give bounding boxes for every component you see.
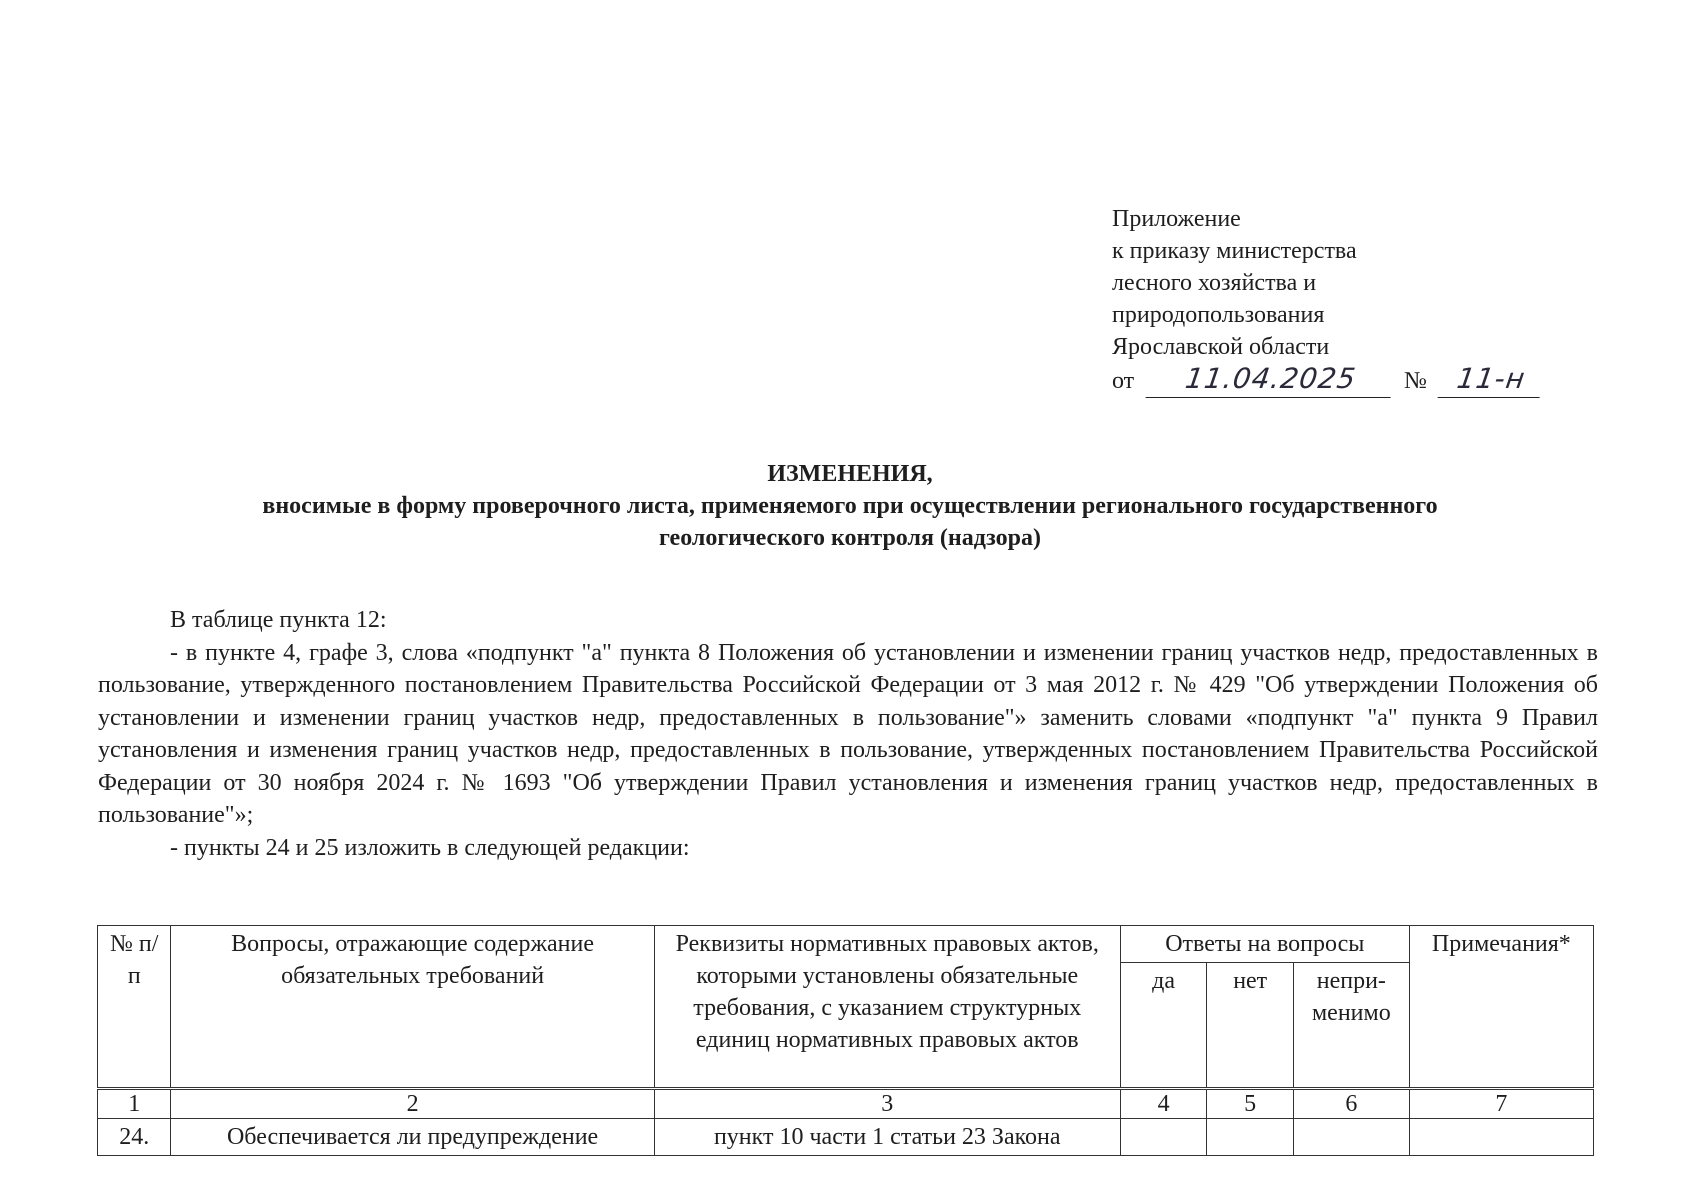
header-requisites [654, 926, 1120, 1089]
column-number-row [98, 1089, 1594, 1119]
column-number: 5 [1207, 1089, 1294, 1119]
header-yes: да [1120, 963, 1207, 1089]
column-number: 3 [654, 1089, 1120, 1119]
order-date-number-row [1112, 363, 1542, 403]
attachment-line: Ярославской области [1112, 334, 1330, 360]
attachment-line: к приказу министерства [1112, 238, 1357, 264]
intro-paragraph: В таблице пункта 12: [170, 607, 387, 633]
header-num-label: № п/п [110, 931, 159, 989]
table-row [98, 1119, 1594, 1156]
requirements-table [97, 925, 1594, 1156]
header-answers-group [1120, 926, 1409, 963]
attachment-line: Приложение [1112, 206, 1241, 232]
attachment-line: природопользования [1112, 302, 1325, 328]
attachment-block [1112, 203, 1542, 403]
column-number: 1 [98, 1089, 171, 1119]
amendment-paragraph: - в пункте 4, графе 3, слова «подпункт "а" пункта 8 Положения об установлении и изменении границ участков недр, предоставленных в пользование, утвержденного постановлением Правительства Российской Федерации от 3 мая 2012 г. № 429 "Об утверждении Положения об установлении и изменении границ участков недр, предоставленных в пользование"» заменить словами «подпункт "а" пункта 9 Правил установления и изменения границ участков недр, предоставленных в пользование, утвержденных постановлением Правительства Российской Федерации от 30 ноября 2024 г. № 1693 "Об утверждении Правил установления и изменения границ участков недр, предоставленных в пользование"»; [98, 639, 1598, 828]
title-subtitle-line: вносимые в форму проверочного листа, применяемого при осуществлении регионального государственного [262, 493, 1438, 519]
amendment-paragraph: - пункты 24 и 25 изложить в следующей редакции: [170, 834, 690, 861]
row-note [1409, 1119, 1593, 1156]
title-heading: ИЗМЕНЕНИЯ, [767, 461, 933, 487]
header-no: нет [1207, 963, 1294, 1089]
header-requisites-label: Реквизиты нормативных правовых актов, которыми установлены обязательные требования, с указанием структурных единиц нормативных правовых актов [675, 931, 1099, 1053]
header-notes [1409, 926, 1593, 1089]
header-not-applicable: непри-менимо [1293, 963, 1409, 1089]
column-number: 6 [1293, 1089, 1409, 1119]
row-answer-yes [1120, 1119, 1207, 1156]
handwritten-date: 11.04.2025 [1146, 363, 1396, 398]
row-requisite: пункт 10 части 1 статьи 23 Закона [654, 1119, 1120, 1156]
header-notes-label: Примечания* [1431, 931, 1571, 957]
row-question: Обеспечивается ли предупреждение [171, 1119, 654, 1156]
number-label: № [1404, 368, 1427, 394]
table-header-row [98, 926, 1594, 963]
handwritten-number: 11-н [1438, 363, 1545, 398]
attachment-line: лесного хозяйства и [1112, 270, 1317, 296]
column-number: 4 [1120, 1089, 1207, 1119]
header-answers-label: Ответы на вопросы [1165, 931, 1365, 957]
row-number: 24. [98, 1119, 171, 1156]
document-body [98, 604, 1598, 864]
header-questions-label: Вопросы, отражающие содержание обязательных требований [231, 931, 595, 989]
column-number: 2 [171, 1089, 654, 1119]
document-title [90, 458, 1610, 554]
column-number: 7 [1409, 1089, 1593, 1119]
from-label: от [1112, 368, 1135, 394]
title-subtitle-line: геологического контроля (надзора) [658, 525, 1042, 551]
header-questions [171, 926, 654, 1089]
header-num [98, 926, 171, 1089]
row-answer-na [1293, 1119, 1409, 1156]
row-answer-no [1207, 1119, 1294, 1156]
